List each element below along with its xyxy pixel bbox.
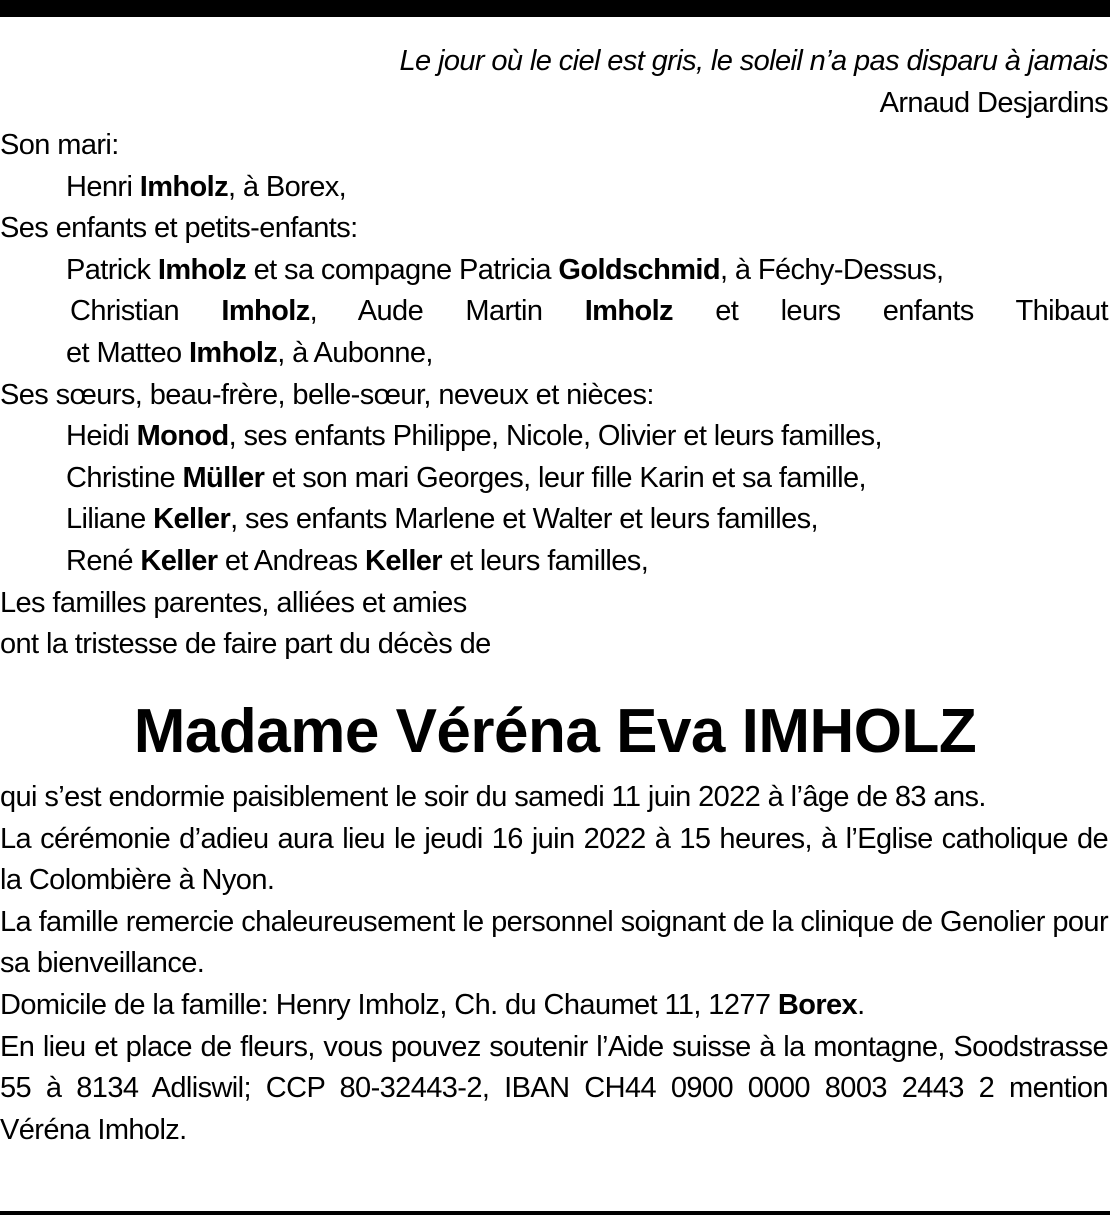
epigraph-author: Arnaud Desjardins bbox=[879, 86, 1108, 119]
domicile-end: . bbox=[857, 988, 865, 1021]
passing-paragraph: qui s’est endormie paisiblement le soir du samedi 11 juin 2022 à l’âge de 83 ans. bbox=[0, 781, 986, 813]
last-name: Monod bbox=[136, 420, 229, 453]
entry-text: et Matteo bbox=[66, 336, 189, 369]
child-entry-2 bbox=[0, 291, 1108, 333]
entry-text: , à Féchy-Dessus, bbox=[719, 253, 944, 286]
last-name: Müller bbox=[182, 461, 265, 494]
last-name: Goldschmid bbox=[558, 253, 720, 286]
domicile-address: Domicile de la famille: Henry Imholz, Ch. du Chaumet 11, 1277 bbox=[0, 988, 778, 1021]
first-name: Heidi bbox=[66, 420, 130, 453]
last-name: Imholz bbox=[188, 336, 278, 369]
thanks-paragraph: La famille remercie chaleureusement le personnel soignant de la clinique de Genolier pour sa bienveillance. bbox=[0, 905, 1108, 980]
first-name: René bbox=[66, 544, 133, 577]
ceremony-paragraph: La cérémonie d’adieu aura lieu le jeudi 16 juin 2022 à 15 heures, à l’Eglise catholique de la Colombière à Nyon. bbox=[0, 822, 1108, 897]
notice-details bbox=[0, 777, 1108, 1151]
first-name: Patrick bbox=[66, 253, 151, 286]
child-entry-2-continued bbox=[0, 333, 1108, 375]
entry-text: et leurs familles, bbox=[441, 544, 649, 577]
last-name: Keller bbox=[140, 544, 218, 577]
bottom-border-rule bbox=[0, 1211, 1110, 1215]
sibling-entry-3 bbox=[0, 499, 1108, 541]
first-name: Liliane bbox=[66, 503, 146, 536]
children-heading: Ses enfants et petits-enfants: bbox=[0, 212, 358, 245]
donation-paragraph: En lieu et place de fleurs, vous pouvez soutenir l’Aide suisse à la montagne, Soodstrasse 55 à 8134 Adliswil; CCP 80-32443-2, IBAN CH44 0900 0000 8003 2443 2 mention Véréna Imholz. bbox=[0, 1030, 1108, 1146]
closing-line-2: ont la tristesse de faire part du décès de bbox=[0, 628, 491, 661]
first-name: Henri bbox=[66, 170, 133, 203]
husband-entry bbox=[0, 167, 1108, 209]
entry-text: et son mari Georges, leur fille Karin et sa famille, bbox=[264, 461, 866, 494]
first-name: Christine bbox=[66, 461, 176, 494]
entry-text: , à Borex, bbox=[228, 170, 347, 203]
domicile-paragraph bbox=[0, 985, 1108, 1027]
family-list bbox=[0, 125, 1108, 666]
last-name: Imholz bbox=[221, 295, 310, 328]
first-name: Christian bbox=[70, 295, 180, 328]
entry-text: et leurs enfants Thibaut bbox=[672, 295, 1109, 328]
entry-text: , à Aubonne, bbox=[277, 336, 433, 369]
deceased-name: Madame Véréna Eva IMHOLZ bbox=[133, 697, 977, 766]
entry-text: , ses enfants Marlene et Walter et leurs familles, bbox=[230, 503, 818, 536]
sibling-entry-1 bbox=[0, 416, 1108, 458]
last-name: Imholz bbox=[139, 170, 229, 203]
last-name: Imholz bbox=[157, 253, 247, 286]
entry-text: , Aude Martin bbox=[309, 295, 585, 328]
entry-text: , ses enfants Philippe, Nicole, Olivier et leurs familles, bbox=[228, 420, 883, 453]
top-border-rule bbox=[0, 0, 1110, 17]
child-entry-1 bbox=[0, 250, 1108, 292]
sibling-entry-2 bbox=[0, 458, 1108, 500]
entry-text: et Andreas bbox=[217, 544, 365, 577]
last-name: Imholz bbox=[584, 295, 673, 328]
epigraph-quote: Le jour où le ciel est gris, le soleil n’a pas disparu à jamais bbox=[399, 45, 1108, 77]
epigraph bbox=[0, 41, 1108, 124]
last-name: Keller bbox=[153, 503, 231, 536]
husband-heading: Son mari: bbox=[0, 129, 119, 161]
entry-text: et sa compagne Patricia bbox=[246, 253, 559, 286]
siblings-heading: Ses sœurs, beau-frère, belle-sœur, neveux et nièces: bbox=[0, 378, 654, 411]
closing-line-1: Les familles parentes, alliées et amies bbox=[0, 586, 467, 619]
domicile-town: Borex bbox=[777, 988, 858, 1021]
sibling-entry-4 bbox=[0, 541, 1108, 583]
last-name: Keller bbox=[364, 544, 442, 577]
